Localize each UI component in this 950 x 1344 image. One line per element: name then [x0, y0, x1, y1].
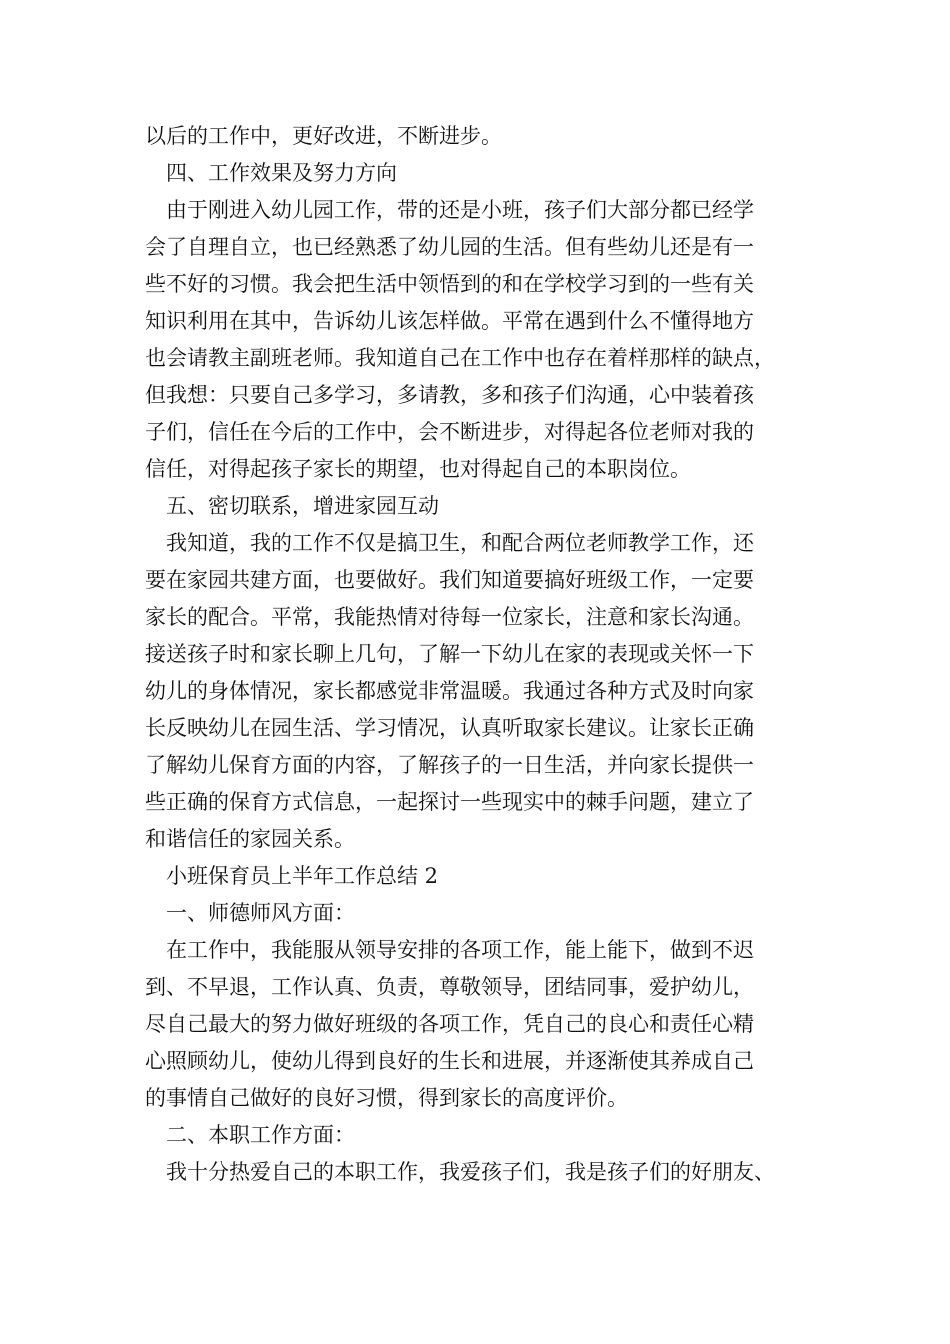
text-line: 我十分热爱自己的本职工作，我爱孩子们，我是孩子们的好朋友、: [166, 1160, 775, 1184]
text-line: 些正确的保育方式信息，一起探讨一些现实中的棘手问题，建立了: [145, 790, 754, 814]
text-line: 的事情自己做好的良好习惯，得到家长的高度评价。: [145, 1086, 628, 1110]
text-line: 些不好的习惯。我会把生活中领悟到的和在学校学习到的一些有关: [145, 272, 754, 296]
text-line: 一、师德师风方面：: [166, 901, 355, 925]
text-line: 由于刚进入幼儿园工作，带的还是小班，孩子们大部分都已经学: [166, 198, 754, 222]
text-line: 尽自己最大的努力做好班级的各项工作，凭自己的良心和责任心精: [145, 1012, 754, 1036]
text-line: 二、本职工作方面：: [166, 1123, 355, 1147]
text-line: 和谐信任的家园关系。: [145, 827, 355, 851]
text-line: 五、密切联系，增进家园互动: [166, 494, 439, 518]
text-line: 四、工作效果及努力方向: [166, 161, 397, 185]
text-line: 要在家园共建方面，也要做好。我们知道要搞好班级工作，一定要: [145, 568, 754, 592]
text-line: 子们，信任在今后的工作中，会不断进步，对得起各位老师对我的: [145, 420, 754, 444]
text-line: 小班保育员上半年工作总结 2: [166, 864, 439, 888]
text-line: 到、不早退，工作认真、负责，尊敬领导，团结同事，爱护幼儿，: [145, 975, 754, 999]
text-line: 也会请教主副班老师。我知道自己在工作中也存在着样那样的缺点，: [145, 346, 775, 370]
text-line: 信任，对得起孩子家长的期望，也对得起自己的本职岗位。: [145, 457, 691, 481]
text-line: 了解幼儿保育方面的内容，了解孩子的一日生活，并向家长提供一: [145, 753, 754, 777]
text-line: 心照顾幼儿，使幼儿得到良好的生长和进展，并逐渐使其养成自己: [145, 1049, 754, 1073]
text-line: 我知道，我的工作不仅是搞卫生，和配合两位老师教学工作，还: [166, 531, 754, 555]
document-body: [145, 118, 825, 1191]
text-line: 家长的配合。平常，我能热情对待每一位家长，注意和家长沟通。: [145, 605, 754, 629]
text-line: 知识利用在其中，告诉幼儿该怎样做。平常在遇到什么不懂得地方: [145, 309, 754, 333]
text-line: 接送孩子时和家长聊上几句，了解一下幼儿在家的表现或关怀一下: [145, 642, 754, 666]
text-line: 幼儿的身体情况，家长都感觉非常温暖。我通过各种方式及时向家: [145, 679, 754, 703]
text-line: 但我想：只要自己多学习，多请教，多和孩子们沟通，心中装着孩: [145, 383, 754, 407]
text-line: 以后的工作中，更好改进，不断进步。: [145, 124, 502, 148]
text-line: 在工作中，我能服从领导安排的各项工作，能上能下，做到不迟: [166, 938, 754, 962]
text-line: 长反映幼儿在园生活、学习情况，认真听取家长建议。让家长正确: [145, 716, 754, 740]
text-line: 会了自理自立，也已经熟悉了幼儿园的生活。但有些幼儿还是有一: [145, 235, 754, 259]
